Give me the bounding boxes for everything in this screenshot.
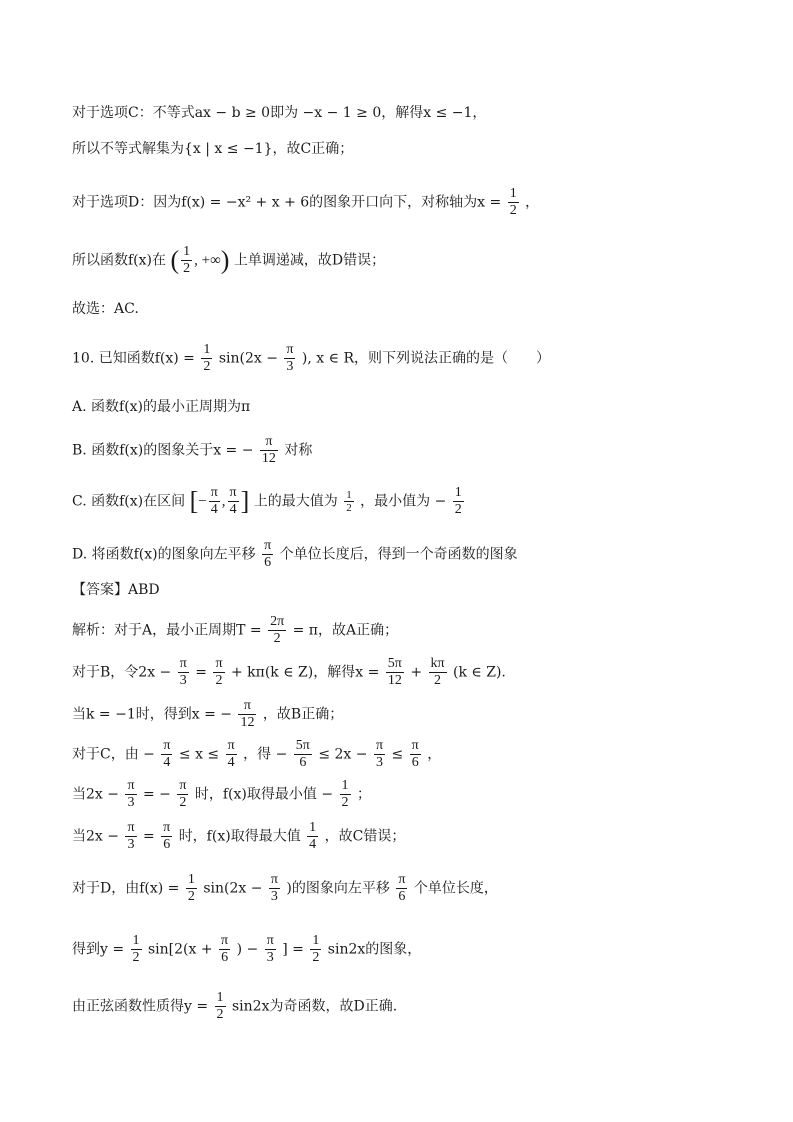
text-l19d: ] =	[282, 941, 304, 958]
text-l13b: =	[195, 664, 207, 681]
text-l9b: 上的最大值为	[253, 493, 338, 510]
fraction-pi3	[269, 872, 280, 905]
text-l17c: 时，f(x)取得最大值	[178, 828, 301, 845]
analysis-b-k	[72, 698, 343, 731]
fraction-half	[453, 485, 464, 518]
comma: ,	[221, 493, 226, 510]
monotonic-line	[72, 244, 385, 277]
text-l13c: + kπ(k ∈ Z)，解得x =	[230, 664, 380, 681]
text-l2: 所以不等式解集为{x | x ≤ −1}，故C正确；	[72, 141, 354, 157]
right-bracket: ]	[240, 486, 250, 516]
text-l15b: ≤ x ≤	[178, 746, 220, 763]
frac-num: π	[229, 485, 237, 500]
frac-num: π	[260, 434, 278, 451]
text-l15e: ≤	[391, 746, 404, 763]
text-l19c: ) −	[236, 941, 259, 958]
text-l3b: ，	[525, 194, 540, 211]
fraction-half-small	[344, 489, 354, 514]
text-l19e: sin2x的图象，	[327, 941, 422, 958]
frac-num: π	[163, 820, 171, 835]
text-l3a: 对于选项D：因为f(x) = −x² + x + 6的图象开口向下，对称轴为x =	[72, 194, 502, 211]
fraction-pi6	[396, 872, 407, 905]
frac-den: 2	[179, 795, 187, 810]
frac-num: 5π	[295, 738, 310, 753]
frac-den: 2	[341, 795, 349, 810]
text-l19b: sin[2(x +	[148, 941, 213, 958]
analysis-b	[72, 656, 506, 689]
text-l4b: 上单调递减，故D错误；	[233, 252, 386, 269]
text-l15d: ≤ 2x −	[318, 746, 368, 763]
frac-num: π	[227, 738, 235, 753]
fraction-half	[215, 990, 226, 1023]
fraction-pi12	[238, 698, 256, 731]
analysis-d	[72, 872, 498, 905]
text-l10a: D. 将函数f(x)的图象向左平移	[72, 546, 256, 563]
analysis-c-min	[72, 778, 371, 811]
frac-num: 1	[183, 244, 191, 259]
frac-num: π	[238, 698, 256, 715]
frac-den: 3	[375, 755, 383, 770]
text-l16d: ；	[356, 786, 371, 803]
frac-num: 1	[132, 933, 140, 948]
frac-num: π	[163, 738, 171, 753]
frac-num: π	[398, 872, 406, 887]
frac-num: 1	[346, 489, 352, 501]
frac-num: π	[270, 872, 278, 887]
frac-den: 6	[411, 755, 419, 770]
text-l14a: 当k = −1时，得到x = −	[72, 706, 233, 723]
frac-num: 5π	[387, 656, 402, 671]
frac-den: 3	[270, 889, 278, 904]
solution-set-line	[72, 139, 353, 159]
frac-den: 2	[312, 950, 320, 965]
text-l18b: sin(2x −	[203, 880, 263, 897]
text-l17d: ，故C错误；	[324, 828, 406, 845]
analysis-a	[72, 614, 398, 647]
fraction-pi3	[265, 933, 276, 966]
text-l13d: +	[410, 664, 423, 681]
fraction-pi3	[374, 738, 385, 771]
fraction-pi4	[226, 738, 237, 771]
frac-den: 4	[309, 837, 317, 852]
frac-num: 1	[509, 186, 517, 201]
option-c	[72, 485, 466, 518]
text-l9a: C. 函数f(x)在区间	[72, 493, 186, 510]
text-l20a: 由正弦函数性质得y =	[72, 998, 209, 1015]
frac-den: 6	[398, 889, 406, 904]
left-paren: (	[170, 245, 180, 275]
text-l12b: = π，故A正确；	[292, 622, 399, 639]
frac-den: 2	[183, 261, 191, 276]
frac-den: 2	[203, 359, 211, 374]
fraction-pi6	[410, 738, 421, 771]
text-l15a: 对于C，由 −	[72, 746, 155, 763]
frac-num: 1	[312, 933, 320, 948]
frac-num: 1	[309, 820, 317, 835]
text-l16b: = −	[142, 786, 171, 803]
minus-sign: −	[198, 493, 207, 510]
fraction-half	[201, 342, 212, 375]
frac-num: π	[210, 485, 218, 500]
text-l5: 故选：AC.	[72, 301, 139, 317]
fraction-kpi2	[429, 656, 447, 689]
frac-den: 2	[454, 502, 462, 517]
frac-den: 3	[179, 673, 187, 688]
fraction-pi4	[209, 485, 220, 518]
text-l15f: ，	[427, 746, 442, 763]
frac-den: 2	[434, 673, 442, 688]
frac-num: 1	[341, 778, 349, 793]
option-d-analysis-line	[72, 186, 539, 219]
text-l14b: ，故B正确；	[262, 706, 344, 723]
fraction-quarter	[307, 820, 318, 853]
analysis-c-max	[72, 820, 405, 853]
frac-num: π	[286, 342, 294, 357]
fraction-pi3	[178, 656, 189, 689]
question-10-stem	[72, 342, 550, 375]
text-l7: A. 函数f(x)的最小正周期为π	[72, 399, 251, 415]
option-b	[72, 434, 312, 467]
frac-den: 12	[387, 673, 402, 688]
text-l18d: 个单位长度，	[413, 880, 498, 897]
frac-num: 2π	[270, 614, 285, 629]
frac-num: 1	[187, 872, 195, 887]
frac-den: 3	[127, 795, 135, 810]
frac-den: 6	[299, 755, 307, 770]
frac-num: 1	[454, 485, 462, 500]
text-l18a: 对于D，由f(x) =	[72, 880, 180, 897]
frac-den: 2	[132, 950, 140, 965]
frac-den: 2	[216, 1007, 224, 1022]
fraction-pi4	[228, 485, 239, 518]
text-l15c: ，得 −	[243, 746, 288, 763]
infinity-text: , +∞	[194, 252, 221, 269]
fraction-pi6	[161, 820, 172, 853]
right-paren: )	[220, 245, 230, 275]
text-l1: 对于选项C：不等式ax − b ≥ 0即为 −x − 1 ≥ 0，解得x ≤ −1，	[72, 105, 487, 121]
fraction-half	[508, 186, 519, 219]
text-l20b: sin2x为奇函数，故D正确.	[232, 998, 398, 1015]
frac-num: π	[127, 820, 135, 835]
frac-num: π	[266, 933, 274, 948]
frac-num: kπ	[430, 656, 445, 671]
text-l16c: 时，f(x)取得最小值 −	[194, 786, 334, 803]
frac-den: 4	[227, 755, 235, 770]
frac-den: 12	[240, 715, 255, 730]
option-a	[72, 397, 250, 417]
fraction-half	[186, 872, 197, 905]
text-l6b: sin(2x −	[218, 350, 278, 367]
fraction-pi6	[219, 933, 230, 966]
frac-den: 2	[187, 889, 195, 904]
frac-den: 2	[273, 631, 281, 646]
text-l9c: ，最小值为 −	[360, 493, 447, 510]
frac-den: 3	[286, 359, 294, 374]
frac-den: 3	[266, 950, 274, 965]
frac-num: π	[221, 933, 229, 948]
frac-den: 2	[509, 203, 517, 218]
analysis-c	[72, 738, 441, 771]
frac-num: π	[375, 738, 384, 753]
text-l16a: 当2x −	[72, 786, 119, 803]
analysis-d-result	[72, 933, 421, 966]
frac-den: 4	[229, 502, 237, 517]
text-l6c: ), x ∈ R，则下列说法正确的是（ ）	[301, 350, 550, 367]
text-l4a: 所以函数f(x)在	[72, 252, 167, 269]
frac-num: 1	[203, 342, 211, 357]
fraction-pi2	[213, 656, 224, 689]
frac-den: 2	[215, 673, 223, 688]
frac-den: 6	[163, 837, 171, 852]
fraction-pi3	[125, 778, 136, 811]
text-l10b: 个单位长度后，得到一个奇函数的图象	[279, 546, 518, 563]
frac-den: 6	[264, 555, 272, 570]
fraction-pi4	[161, 738, 172, 771]
frac-num: π	[179, 778, 187, 793]
fraction-half	[131, 933, 142, 966]
fraction-2pi-2	[268, 614, 286, 647]
text-l19a: 得到y =	[72, 941, 125, 958]
text-l6a: 10. 已知函数f(x) =	[72, 350, 195, 367]
choice-line	[72, 299, 139, 319]
frac-num: π	[179, 656, 187, 671]
text-l11: 【答案】ABD	[72, 582, 160, 598]
frac-num: π	[127, 778, 135, 793]
frac-num: π	[215, 656, 223, 671]
analysis-d-conclusion	[72, 990, 397, 1023]
option-c-analysis-line	[72, 103, 486, 123]
frac-den: 12	[261, 451, 276, 466]
answer-line	[72, 580, 160, 600]
text-l8b: 对称	[284, 442, 313, 459]
text-l13e: (k ∈ Z).	[453, 664, 506, 681]
text-l8a: B. 函数f(x)的图象关于x = −	[72, 442, 254, 459]
frac-den: 6	[221, 950, 229, 965]
text-l18c: )的图象向左平移	[286, 880, 390, 897]
fraction-pi12	[260, 434, 278, 467]
text-l17a: 当2x −	[72, 828, 119, 845]
fraction-pi3	[284, 342, 295, 375]
fraction-half	[181, 244, 192, 277]
text-l13a: 对于B，令2x −	[72, 664, 172, 681]
text-l17b: =	[142, 828, 155, 845]
text-l12a: 解析：对于A，最小正周期T =	[72, 622, 262, 639]
fraction-pi3	[125, 820, 136, 853]
fraction-pi2	[177, 778, 188, 811]
frac-num: 1	[216, 990, 224, 1005]
frac-num: π	[411, 738, 419, 753]
fraction-5pi6	[294, 738, 312, 771]
fraction-half	[340, 778, 351, 811]
option-d	[72, 538, 518, 571]
fraction-5pi12	[386, 656, 404, 689]
frac-den: 3	[127, 837, 135, 852]
frac-den: 4	[163, 755, 171, 770]
left-bracket: [	[189, 486, 199, 516]
fraction-half	[310, 933, 321, 966]
frac-num: π	[264, 538, 272, 553]
frac-den: 2	[346, 502, 352, 514]
frac-den: 4	[210, 502, 218, 517]
fraction-pi6	[262, 538, 273, 571]
